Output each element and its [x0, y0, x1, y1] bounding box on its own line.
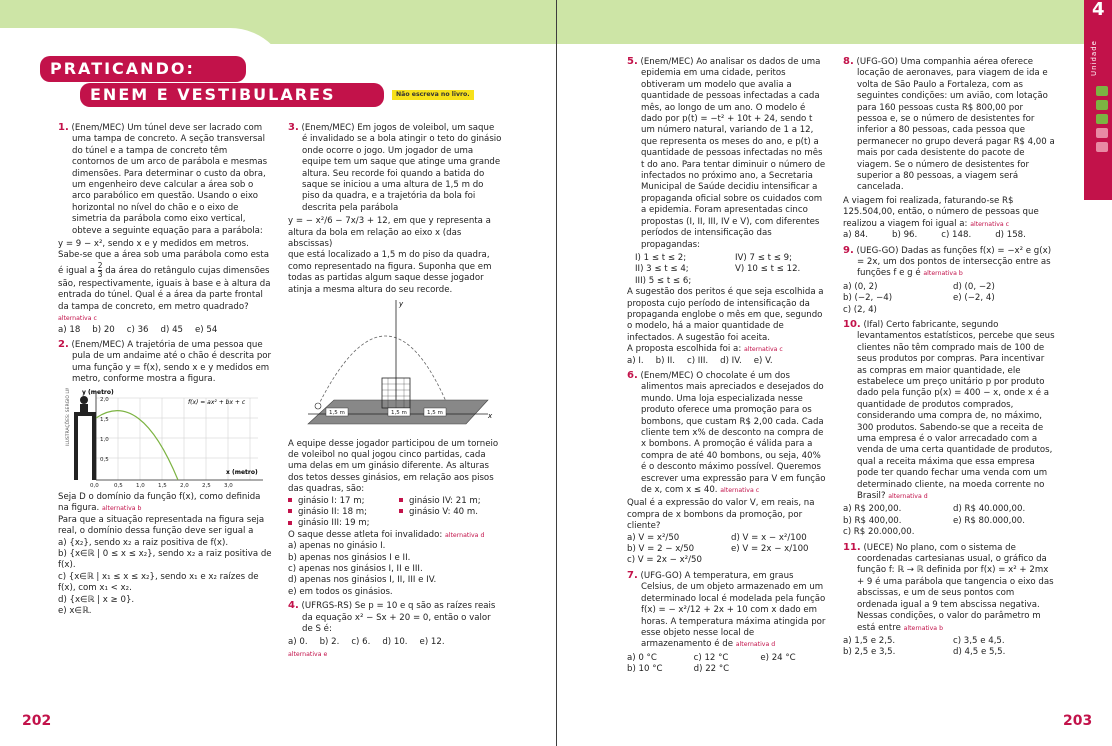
- unit-label: Unidade: [1090, 40, 1098, 76]
- question-1: 1. (Enem/MEC) Um túnel deve ser lacrado com uma tampa de concreto. A seção transversal do túnel e a tampa de concreto têm contornos de um arco de parábola e mesmas dimensões. Para determinar o custo da obra, um engenheiro deve calcular a área sob o arco parabólico em questão. Usando o eixo horizontal no nível do chão e o eixo de simetria da parábola como eixo vertical, obteve a seguinte equação para a parábola:: [58, 122, 268, 236]
- q5-text-3: A proposta escolhida foi a: alternativa c: [627, 344, 783, 355]
- question-6: 6. (Enem/MEC) O chocolate é um dos alimentos mais apreciados e desejados do mundo. Uma loja especializada nesse produto oferece uma promoção para os bombons, que custam R$ 2,00 cada. Cada cliente tem x% de desconto na compra de x bombons. A promoção é válida para a compra de até 40 bombons, ou seja, 40% é o desconto máximo possível. Queremos escrever uma expressão para V em função de x, com x ≤ 40. alternativa c: [627, 369, 826, 496]
- option: c) apenas nos ginásios I, II e III.: [288, 563, 423, 574]
- option: a) 0.: [288, 637, 308, 648]
- q11-options: [843, 636, 1055, 659]
- option: e) (−2, 4): [953, 293, 995, 304]
- option: e) 12.: [419, 637, 445, 648]
- gym-list: [288, 496, 502, 530]
- ball-trajectory: [318, 336, 448, 406]
- header-band: [557, 0, 1097, 44]
- q9-answer: alternativa b: [923, 270, 963, 278]
- figure-credit: ILUSTRAÇÕES: SERGIO LIMA: [66, 387, 71, 446]
- question-7: 7. (UFG-GO) A temperatura, em graus Celsius, de um objeto armazenado em um determinado local é modelada pela função f(x) = − x²/12 + 2x + 10 com x dado em horas. A temperatura máxima atingida por esse objeto nesse local de armazenamento é de alternativa d: [627, 569, 826, 650]
- gym-item: ginásio III: 19 m;: [288, 518, 391, 529]
- option: d) 22 °C: [693, 664, 730, 675]
- q4-answer: alternativa e: [288, 650, 328, 658]
- option: a) 1,5 e 2,5.: [843, 635, 896, 646]
- option: b) {x∈ℝ | 0 ≤ x ≤ x₂}, sendo x₂ a raiz positiva de f(x).: [58, 548, 272, 571]
- question-10: 10. (Ifal) Certo fabricante, segundo levantamentos estatísticos, percebe que seus clientes não têm comprado mais de 100 de seus produtos por compras. Para incentivar as compras em maior quantidade, ele estabelece um preço unitário p por produto dado pela função p(x) = 400 − x, onde x é a quantidade de produtos comprados, considerando uma compra de, no máximo, 300 produtos. Sabendo-se que a receita de uma empresa é o valor arrecadado com a venda de uma certa quantidade de produtos, qual a receita máxima que essa empresa pode ter quando fechar uma venda com um determinado cliente, na moeda corrente no Brasil? alternativa d: [843, 318, 1055, 502]
- option: e) 54: [195, 324, 218, 335]
- y-tick: 2,0: [100, 396, 109, 403]
- right-column-1: [627, 56, 827, 676]
- height-label: 1,5 m: [329, 410, 345, 417]
- q1-equation: y = 9 − x², sendo x e y medidos em metros.: [58, 239, 249, 250]
- option: c) 3,5 e 4,5.: [953, 635, 1005, 646]
- option: e) em todos os ginásios.: [288, 586, 393, 597]
- q2-text-3: Para que a situação representada na figura seja real, o domínio dessa função deve ser igual a: [58, 514, 265, 537]
- q5-text-2: A sugestão dos peritos é que seja escolhida a proposta cujo período de intensificação da propaganda englobe o mês em que, segundo o modelo, há a maior quantidade de infectados. A sugestão foi aceita.: [627, 287, 824, 343]
- q9-options: [843, 282, 1055, 316]
- option: b) apenas nos ginásios I e II.: [288, 552, 411, 563]
- notice-badge: Não escreva no livro.: [392, 90, 474, 100]
- option: a) 0 °C: [627, 652, 657, 663]
- x-tick: 2,5: [202, 482, 211, 488]
- q1-options: [58, 325, 272, 336]
- q5-periods: [627, 253, 827, 287]
- option: a) R$ 200,00.: [843, 504, 902, 515]
- period-item: I) 1 ≤ t ≤ 2;: [635, 252, 687, 263]
- option: d) 45: [160, 324, 184, 335]
- option: d) 4,5 e 5,5.: [953, 647, 1006, 658]
- period-item: V) 10 ≤ t ≤ 12.: [735, 264, 801, 275]
- unit-tab: [1084, 0, 1112, 200]
- option: d) 10.: [382, 637, 408, 648]
- y-tick: 0,5: [100, 456, 109, 463]
- question-3: 3. (Enem/MEC) Em jogos de voleibol, um saque é invalidado se a bola atingir o teto do ginásio onde ocorre o jogo. Um jogador de uma equipe tem um saque que atinge uma grande altura. Seu recorde foi quando a batida do saque se iniciou a uma altura de 1,5 m do piso da quadra, e a trajetória da bola foi descrita pela parábola: [288, 122, 502, 213]
- q3-answer: alternativa d: [444, 531, 485, 539]
- option: a) {x₂}, sendo x₂ a raiz positiva de f(x).: [58, 537, 229, 548]
- question-9: 9. (UEG-GO) Dadas as funções f(x) = −x² e g(x) = 2x, um dos pontos de intersecção entre as funções f e g é alternativa b: [843, 244, 1052, 279]
- option: a) V = x²/50: [627, 532, 680, 543]
- q8-answer: alternativa c: [970, 220, 1010, 228]
- page-number-right: 203: [1063, 713, 1093, 729]
- option: a) apenas no ginásio I.: [288, 541, 386, 552]
- option: d) V = x − x²/100: [731, 532, 807, 543]
- option: a) 18: [58, 324, 81, 335]
- option: b) (−2, −4): [843, 293, 893, 304]
- option: e) R$ 80.000,00.: [953, 515, 1026, 526]
- right-page: [557, 0, 1112, 746]
- gym-item: ginásio II: 18 m;: [288, 507, 391, 518]
- option: b) V = 2 − x/50: [627, 544, 695, 555]
- q3-text-2: que está localizado a 1,5 m do piso da quadra, como representado na figura. Suponha que em todas as partidas algum saque desse jogador atinja a mesma altura do seu recorde.: [288, 250, 492, 295]
- question-5: 5. (Enem/MEC) Ao analisar os dados de uma epidemia em uma cidade, peritos obtiveram um modelo que avalia a quantidade de pessoas infectadas a cada mês, ao longo de um ano. O modelo é dado por p(t) = −t² + 10t + 24, sendo t um número natural, variando de 1 a 12, que representa os meses do ano, e p(t) a quantidade de pessoas infectadas no mês t do ano. Para tentar diminuir o número de infectados no próximo ano, a Secretaria Municipal de Saúde decidiu intensificar a propaganda oficial sobre os cuidados com a epidemia. Foram apresentadas cinco propostas (I, II, III, IV e V), com diferentes períodos de intensificação das propagandas:: [627, 56, 826, 250]
- option: a) (0, 2): [843, 281, 878, 292]
- x-tick: 1,0: [136, 482, 145, 488]
- q6-text-2: Qual é a expressão do valor V, em reais, na compra de x bombons da promoção, por cliente?: [627, 498, 815, 532]
- ball: [315, 403, 321, 409]
- y-tick: 1,5: [100, 416, 109, 423]
- gym-item: ginásio I: 17 m;: [288, 496, 391, 507]
- option: c) 36: [126, 324, 149, 335]
- x-tick: 3,0: [224, 482, 233, 488]
- option: e) V = 2x − x/100: [731, 544, 809, 555]
- gym-item: ginásio V: 40 m.: [399, 507, 502, 518]
- volleyball-court-figure: [288, 296, 498, 434]
- q3-equation: y = − x²/6 − 7x/3 + 12, em que y representa a altura da bola em relação ao eixo x (das abscissas): [288, 216, 491, 250]
- right-column-2: [843, 56, 1055, 659]
- q1-answer: alternativa c: [58, 315, 97, 323]
- option: a) 84.: [843, 230, 869, 241]
- question-2: 2. (Enem/MEC) A trajetória de uma pessoa que pula de um andaime até o chão é descrita por uma função y = f(x), sendo x e y medidos em metro, conforme mostra a figura.: [58, 338, 272, 385]
- axis-label-y: y: [399, 300, 404, 309]
- unit-number: 4: [1092, 0, 1105, 20]
- q10-answer: alternativa d: [888, 493, 928, 501]
- axis-label-x: x: [488, 412, 493, 421]
- period-item: IV) 7 ≤ t ≤ 9;: [735, 252, 793, 263]
- x-tick: 0,5: [114, 482, 123, 488]
- section-title-line1: PRATICANDO:: [40, 56, 246, 82]
- section-title-line2: ENEM E VESTIBULARES: [80, 83, 384, 107]
- q11-answer: alternativa b: [903, 624, 943, 632]
- left-column-1: [58, 122, 272, 617]
- question-8: 8. (UFG-GO) Uma companhia aérea oferece locação de aeronaves, para viagem de ida e volta de São Paulo a Fortaleza, com as seguintes condições: um avião, com lotação para 160 pessoas custa R$ 800,00 por pessoa e, se o número de desistentes for inferior a 80 pessoas, cada pessoa que permanecer no grupo deverá pagar R$ 4,00 a mais por cada desistente do pacote de viagem. Se o número de desistentes for superior a 80 pessoas, a viagem será cancelada.: [843, 56, 1055, 193]
- option: d) 158.: [995, 230, 1026, 241]
- x-tick: 2,0: [180, 482, 189, 488]
- option: d) R$ 40.000,00.: [953, 504, 1026, 515]
- option: a) I.: [627, 355, 644, 366]
- option: d) apenas nos ginásios I, II, III e IV.: [288, 575, 437, 586]
- q5-answer: alternativa c: [743, 346, 783, 354]
- x-tick: 1,5: [158, 482, 167, 488]
- option: b) 96.: [892, 230, 918, 241]
- option: c) 12 °C: [693, 652, 729, 663]
- x-tick: 0,0: [90, 482, 99, 488]
- q2-answer: alternativa b: [102, 505, 142, 513]
- height-label: 1,5 m: [391, 410, 407, 417]
- option: b) 2.: [319, 637, 340, 648]
- page-number-left: 202: [22, 713, 52, 729]
- q10-options: [843, 504, 1055, 538]
- person-on-scaffold: [74, 396, 96, 480]
- question-11: 11. (UECE) No plano, com o sistema de coordenadas cartesianas usual, o gráfico da função f: ℝ → ℝ definida por f(x) = x² + 2mx + 9 é uma parábola que tangencia o eixo das abscissas, e um de seus pontos com ordenada igual a 9 tem abscissa negativa. Nessas condições, o valor do parâmetro m está entre alternativa b: [843, 541, 1054, 633]
- left-column-2: [288, 122, 502, 660]
- q6-options: [627, 533, 827, 567]
- option: c) {x∈ℝ | x₁ ≤ x ≤ x₂}, sendo x₁ e x₂ raízes de f(x), com x₁ < x₂.: [58, 571, 259, 594]
- option: b) 2,5 e 3,5.: [843, 647, 896, 658]
- option: c) (2, 4): [843, 304, 877, 315]
- option: c) 148.: [941, 230, 972, 241]
- option: b) R$ 400,00.: [843, 515, 902, 526]
- q2-text-2: Seja D o domínio da função f(x), como definida na figura. alternativa b: [58, 491, 261, 514]
- option: c) III.: [686, 355, 709, 366]
- figure-y-label: y (metro): [82, 388, 114, 396]
- option: e) V.: [753, 355, 773, 366]
- q3-text-3: A equipe desse jogador participou de um torneio de voleibol no qual jogou cinco partidas, cada uma delas em um ginásio diferente. As alturas dos tetos desses ginásios, em relação aos pisos das quadras, são:: [288, 438, 499, 495]
- option: b) 20: [92, 324, 115, 335]
- q7-options: [627, 653, 827, 676]
- option: c) 6.: [351, 637, 371, 648]
- option: d) IV.: [720, 355, 742, 366]
- figure-x-label: x (metro): [226, 468, 258, 476]
- option: c) V = 2x − x²/50: [627, 555, 702, 566]
- option: b) II.: [655, 355, 675, 366]
- q8-options: [843, 230, 1055, 241]
- fraction: $\frac{2}{3}$: [97, 260, 103, 279]
- q7-answer: alternativa d: [735, 641, 776, 649]
- gym-item: ginásio IV: 21 m;: [399, 496, 502, 507]
- q1-text-2: Sabe-se que a área sob uma parábola como esta é igual a $\frac{2}{3}$ da área do retângulo cujas dimensões são, respectivamente, iguais à base e à altura da entrada do túnel. Qual é a área da parte frontal da tampa de concreto, em metro quadrado? alternativa c: [58, 250, 271, 323]
- option: e) 24 °C: [760, 652, 796, 663]
- height-label: 1,5 m: [427, 410, 443, 417]
- y-tick: 1,0: [100, 436, 109, 443]
- q8-text-2: A viagem foi realizada, faturando-se R$ 125.504,00, então, o número de pessoas que realizou a viagem foi igual a: alternativa c: [843, 195, 1039, 229]
- option: b) 10 °C: [627, 664, 663, 675]
- q5-options: [627, 356, 827, 367]
- q3-text-4: O saque desse atleta foi invalidado: alternativa d: [288, 529, 485, 540]
- q6-answer: alternativa c: [720, 487, 760, 495]
- period-item: III) 5 ≤ t ≤ 6;: [635, 275, 692, 286]
- option: d) (0, −2): [953, 281, 995, 292]
- question-4: 4. (UFRGS-RS) Se p = 10 e q são as raízes reais da equação x² − Sx + 20 = 0, então o valor de S é:: [288, 600, 496, 634]
- q4-options: [288, 637, 502, 648]
- period-item: II) 3 ≤ t ≤ 4;: [635, 264, 689, 275]
- figure-function: f(x) = ax² + bx + c: [188, 398, 246, 406]
- option: e) x∈ℝ.: [58, 606, 92, 616]
- option: d) {x∈ℝ | x ≥ 0}.: [58, 594, 135, 605]
- option: c) R$ 20.000,00.: [843, 527, 915, 538]
- jump-trajectory-figure: [58, 388, 268, 488]
